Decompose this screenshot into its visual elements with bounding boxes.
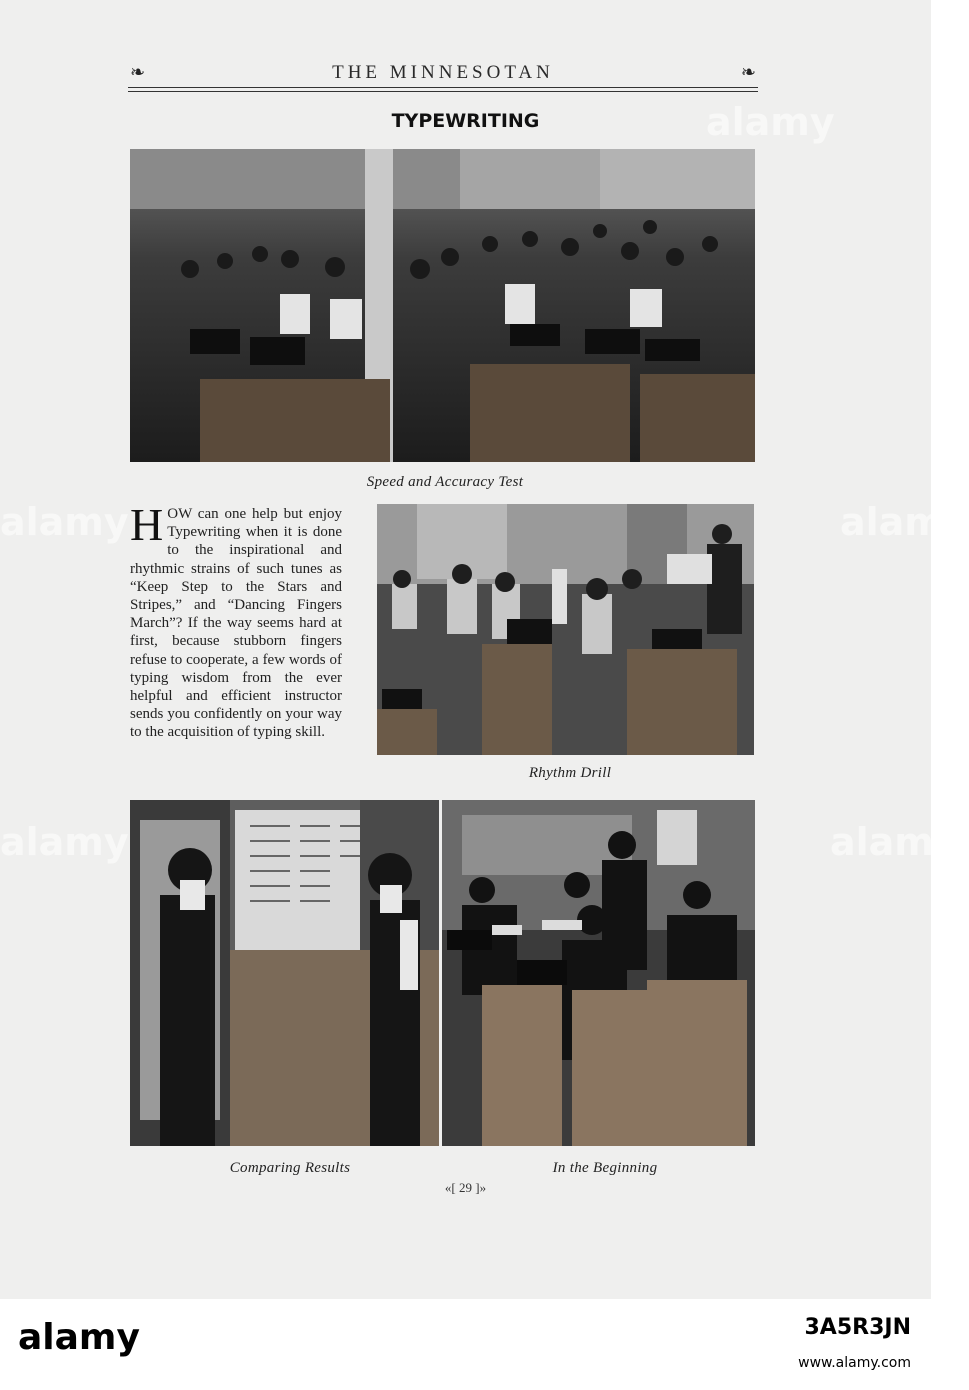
caption-comparing-results: Comparing Results [229, 1160, 351, 1176]
ornament-left-icon: ❧ [130, 62, 146, 82]
alamy-logo: alamy [18, 1317, 140, 1358]
photo-comparing-results [130, 800, 439, 1146]
photo-in-the-beginning [442, 800, 755, 1146]
stock-footer [0, 1299, 931, 1390]
watermark: alamy [830, 820, 959, 864]
header-rule [128, 87, 758, 88]
page-header [128, 60, 758, 96]
body-text: OW can one help but enjoy Typewriting when it is done to the inspirational and rhythmic strains of such tunes as “Keep Step to the Stars and Stripes,” and “Dancing Fingers March”? If the way seems hard at first, because stubborn fingers refuse to cooperate, a few words of typing wisdom from the ever helpful and efficient instructor sends you confidently on your way to the acquisition of typing skill. [130, 506, 342, 741]
watermark: alamy [0, 500, 129, 544]
caption-in-the-beginning: In the Beginning [552, 1160, 658, 1176]
drop-cap: H [130, 499, 164, 550]
body-paragraph [130, 499, 342, 742]
section-title: TYPEWRITING [391, 110, 540, 132]
caption-speed-accuracy-test: Speed and Accuracy Test [366, 474, 524, 490]
ornament-right-icon: ❧ [740, 62, 756, 82]
page-number: «[ 29 ]» [444, 1180, 487, 1195]
watermark: alamy [840, 500, 969, 544]
photo-speed-accuracy-test [130, 149, 755, 462]
header-rule [128, 91, 758, 92]
publication-title: THE MINNESOTAN [332, 62, 554, 83]
image-id: 3A5R3JN [804, 1315, 911, 1340]
caption-rhythm-drill: Rhythm Drill [528, 765, 612, 781]
footer-url[interactable]: www.alamy.com [798, 1355, 911, 1371]
watermark: alamy [706, 100, 835, 144]
watermark: alamy [0, 820, 129, 864]
photo-rhythm-drill [377, 504, 754, 755]
